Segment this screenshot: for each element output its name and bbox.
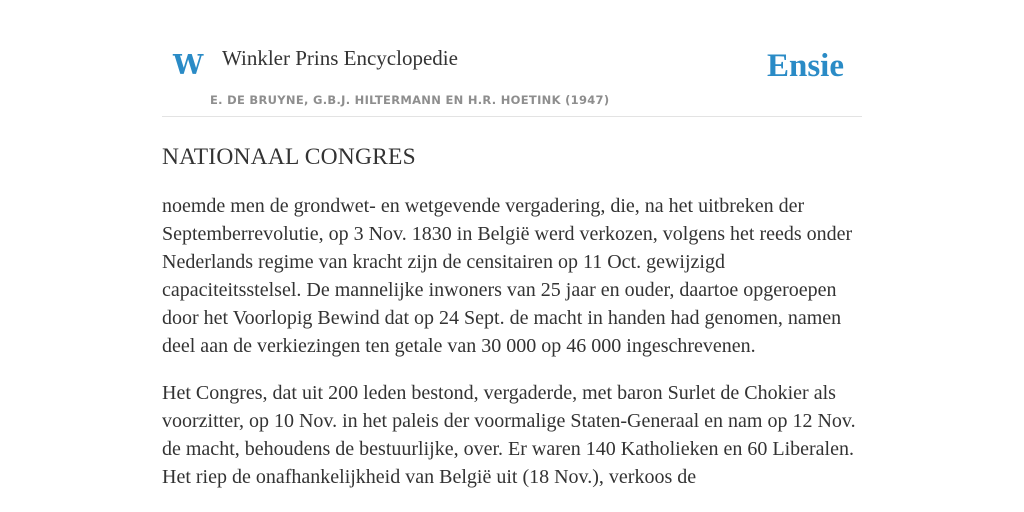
source-authors: E. DE BRUYNE, G.B.J. HILTERMANN EN H.R. HOETINK (1947) bbox=[210, 93, 610, 107]
entry-paragraph: Het Congres, dat uit 200 leden bestond, vergaderde, met baron Surlet de Chokier als voorzitter, op 10 Nov. in het paleis der voormalige Staten-Generaal en nam op 12 Nov. de macht, behoudens de bestuurlijke, over. Er waren 140 Katholieken en 60 Liberalen. Het riep de onafhankelijkheid van België uit (18 Nov.), verkoos de bbox=[162, 382, 856, 489]
source-title[interactable]: Winkler Prins Encyclopedie bbox=[222, 46, 458, 70]
site-header bbox=[162, 0, 862, 117]
entry-body bbox=[162, 192, 862, 491]
entry-title: NATIONAAL CONGRES bbox=[162, 144, 416, 170]
winkler-prins-logo[interactable]: W bbox=[173, 50, 204, 81]
ensie-brand-logo[interactable]: Ensie bbox=[766, 48, 844, 84]
entry-paragraph: noemde men de grondwet- en wetgevende vergadering, die, na het uitbreken der Septemberrevolutie, op 3 Nov. 1830 in België werd verkozen, volgens het reeds onder Nederlands regime van kracht zijn de censitairen op 11 Oct. gewijzigd capaciteitsstelsel. De mannelijke inwoners van 25 jaar en ouder, daartoe opgeroepen door het Voorlopig Bewind dat op 24 Sept. de macht in handen had genomen, namen deel aan de verkiezingen ten getale van 30 000 op 46 000 ingeschrevenen. bbox=[162, 195, 853, 358]
encyclopedia-entry bbox=[162, 143, 862, 491]
page-container bbox=[162, 0, 862, 491]
